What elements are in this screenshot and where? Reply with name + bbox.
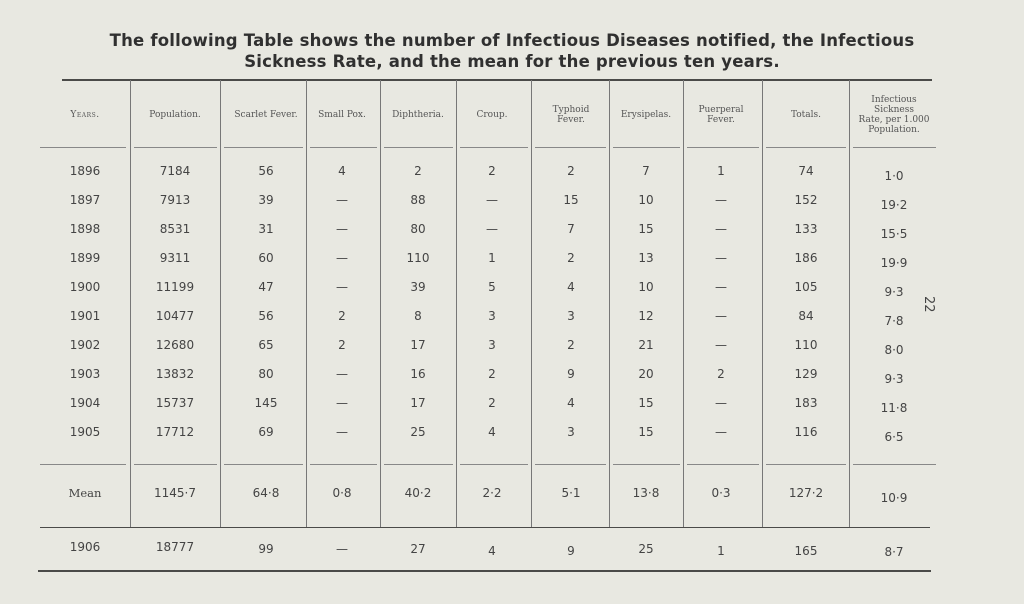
header-typhoid-fever [553, 105, 590, 125]
header-line: Croup. [476, 110, 508, 120]
cell-erysipelas: 15 [638, 425, 654, 439]
cell-diphtheria: 8 [414, 309, 422, 323]
header-underline [310, 147, 377, 148]
cell-years: 1897 [69, 193, 101, 207]
cell-diphtheria: 110 [406, 251, 430, 265]
cell-diphtheria: 17 [410, 338, 426, 352]
header-line: Puerperal [698, 105, 744, 115]
header-line: Totals. [790, 110, 822, 120]
cell-diphtheria: 80 [410, 222, 426, 236]
cell-small-pox: 2 [338, 338, 346, 352]
year1906-population: 18777 [155, 540, 195, 554]
cell-scarlet-fever: 47 [258, 280, 274, 294]
cell-scarlet-fever: 31 [258, 222, 274, 236]
cell-scarlet-fever: 80 [258, 367, 274, 381]
cell-puerperal-fever: — [715, 309, 727, 323]
cell-puerperal-fever: — [715, 251, 727, 265]
mean-totals: 127·2 [788, 486, 824, 500]
cell-years: 1896 [69, 164, 101, 178]
header-line: Diphtheria. [392, 110, 444, 120]
cell-small-pox: — [336, 251, 348, 265]
cell-croup: 2 [488, 367, 496, 381]
cell-diphtheria: 16 [410, 367, 426, 381]
column-divider [849, 80, 850, 527]
header-sickness-rate [858, 95, 929, 135]
header-underline [40, 147, 126, 148]
cell-diphtheria: 2 [414, 164, 422, 178]
header-underline [384, 147, 453, 148]
cell-totals: 183 [794, 396, 818, 410]
cell-years: 1905 [69, 425, 101, 439]
year1906-years: 1906 [69, 540, 101, 554]
mean-years: Mean [68, 486, 102, 500]
cell-sickness-rate: 11·8 [880, 401, 908, 415]
mean-population: 1145·7 [154, 486, 196, 500]
column-divider [306, 80, 307, 527]
cell-erysipelas: 13 [638, 251, 654, 265]
header-scarlet-fever [234, 110, 297, 120]
header-line: Scarlet Fever. [234, 110, 298, 120]
column-divider [531, 80, 532, 527]
mean-overline [853, 464, 936, 465]
cell-croup: — [486, 222, 498, 236]
mean-overline [613, 464, 680, 465]
mean-scarlet-fever: 64·8 [252, 486, 280, 500]
mean-overline [310, 464, 377, 465]
cell-typhoid-fever: 2 [567, 251, 575, 265]
cell-erysipelas: 15 [638, 396, 654, 410]
cell-scarlet-fever: 39 [258, 193, 274, 207]
header-diphtheria [392, 110, 444, 120]
column-divider [609, 80, 610, 527]
cell-erysipelas: 10 [638, 193, 654, 207]
column-divider [380, 80, 381, 527]
cell-years: 1904 [69, 396, 101, 410]
header-puerperal-fever [698, 105, 743, 125]
column-divider [130, 80, 131, 527]
header-line: Typhoid [552, 105, 590, 115]
header-line: Population. [149, 110, 201, 120]
cell-totals: 84 [798, 309, 814, 323]
cell-erysipelas: 20 [638, 367, 654, 381]
header-line: Infectious [871, 95, 917, 105]
cell-years: 1902 [69, 338, 101, 352]
mean-small-pox: 0·8 [332, 486, 352, 500]
cell-years: 1900 [69, 280, 101, 294]
mean-overline [40, 464, 126, 465]
table-title [0, 30, 1024, 72]
year1906-erysipelas: 25 [638, 542, 654, 556]
cell-totals: 133 [794, 222, 818, 236]
cell-puerperal-fever: — [715, 396, 727, 410]
cell-population: 7913 [159, 193, 191, 207]
cell-small-pox: — [336, 193, 348, 207]
cell-small-pox: — [336, 396, 348, 410]
header-underline [766, 147, 846, 148]
mean-overline [687, 464, 759, 465]
cell-puerperal-fever: — [715, 222, 727, 236]
mean-overline [134, 464, 217, 465]
mean-diphtheria: 40·2 [404, 486, 432, 500]
cell-erysipelas: 21 [638, 338, 654, 352]
mean-sickness-rate: 10·9 [880, 491, 908, 505]
header-erysipelas [621, 110, 671, 120]
column-divider [456, 80, 457, 527]
title-line-2: Sickness Rate, and the mean for the previous ten years. [244, 52, 780, 71]
cell-totals: 74 [798, 164, 814, 178]
top-rule [62, 79, 932, 81]
cell-totals: 152 [794, 193, 818, 207]
cell-diphtheria: 88 [410, 193, 426, 207]
cell-population: 10477 [155, 309, 195, 323]
header-population [149, 110, 200, 120]
cell-erysipelas: 10 [638, 280, 654, 294]
cell-puerperal-fever: — [715, 280, 727, 294]
mean-overline [224, 464, 303, 465]
cell-sickness-rate: 19·2 [880, 198, 908, 212]
mean-overline [460, 464, 528, 465]
column-divider [220, 80, 221, 527]
bottom-rule [38, 570, 931, 572]
cell-puerperal-fever: 1 [717, 164, 725, 178]
cell-small-pox: — [336, 222, 348, 236]
cell-scarlet-fever: 56 [258, 309, 274, 323]
cell-sickness-rate: 1·0 [884, 169, 904, 183]
cell-croup: 4 [488, 425, 496, 439]
cell-population: 8531 [159, 222, 191, 236]
column-divider [683, 80, 684, 527]
cell-totals: 129 [794, 367, 818, 381]
cell-population: 11199 [155, 280, 195, 294]
header-line: Erysipelas. [620, 110, 672, 120]
mean-croup: 2·2 [482, 486, 502, 500]
mean-overline [535, 464, 606, 465]
title-line-1: The following Table shows the number of Infectious Diseases notified, the Infectious [109, 31, 915, 50]
cell-sickness-rate: 6·5 [884, 430, 904, 444]
cell-croup: 2 [488, 396, 496, 410]
year1906-puerperal-fever: 1 [717, 544, 725, 558]
header-underline [535, 147, 606, 148]
cell-typhoid-fever: 4 [567, 396, 575, 410]
cell-population: 13832 [155, 367, 195, 381]
year1906-totals: 165 [794, 544, 818, 558]
year1906-sickness-rate: 8·7 [884, 545, 904, 559]
cell-years: 1903 [69, 367, 101, 381]
cell-erysipelas: 12 [638, 309, 654, 323]
cell-sickness-rate: 19·9 [880, 256, 908, 270]
mean-bottom-rule [40, 527, 930, 528]
cell-typhoid-fever: 9 [567, 367, 575, 381]
header-line: Fever. [707, 115, 735, 125]
header-underline [460, 147, 528, 148]
header-croup [476, 110, 507, 120]
cell-scarlet-fever: 60 [258, 251, 274, 265]
cell-croup: 1 [488, 251, 496, 265]
cell-small-pox: — [336, 367, 348, 381]
cell-totals: 186 [794, 251, 818, 265]
cell-totals: 116 [794, 425, 818, 439]
header-line: Population. [868, 125, 920, 135]
header-line: Sickness [874, 105, 914, 115]
cell-croup: 3 [488, 309, 496, 323]
year1906-small-pox: — [336, 542, 348, 556]
cell-diphtheria: 39 [410, 280, 426, 294]
cell-scarlet-fever: 69 [258, 425, 274, 439]
cell-small-pox: — [336, 425, 348, 439]
cell-scarlet-fever: 145 [254, 396, 278, 410]
cell-sickness-rate: 15·5 [880, 227, 908, 241]
header-underline [687, 147, 759, 148]
cell-typhoid-fever: 3 [567, 309, 575, 323]
header-line: Fever. [557, 115, 585, 125]
cell-totals: 110 [794, 338, 818, 352]
cell-erysipelas: 15 [638, 222, 654, 236]
mean-overline [384, 464, 453, 465]
year1906-scarlet-fever: 99 [258, 542, 274, 556]
header-underline [134, 147, 217, 148]
cell-typhoid-fever: 2 [567, 338, 575, 352]
cell-diphtheria: 17 [410, 396, 426, 410]
cell-typhoid-fever: 3 [567, 425, 575, 439]
cell-croup: — [486, 193, 498, 207]
cell-croup: 2 [488, 164, 496, 178]
year1906-diphtheria: 27 [410, 542, 426, 556]
header-line: Years. [70, 110, 100, 120]
cell-sickness-rate: 7·8 [884, 314, 904, 328]
cell-small-pox: 2 [338, 309, 346, 323]
header-underline [853, 147, 936, 148]
header-underline [613, 147, 680, 148]
cell-typhoid-fever: 2 [567, 164, 575, 178]
header-small-pox [318, 110, 366, 120]
cell-population: 17712 [155, 425, 195, 439]
cell-erysipelas: 7 [642, 164, 650, 178]
cell-small-pox: — [336, 280, 348, 294]
cell-puerperal-fever: — [715, 425, 727, 439]
header-line: Small Pox. [318, 110, 366, 120]
cell-diphtheria: 25 [410, 425, 426, 439]
cell-sickness-rate: 9·3 [884, 285, 904, 299]
cell-puerperal-fever: — [715, 193, 727, 207]
cell-years: 1899 [69, 251, 101, 265]
mean-overline [766, 464, 846, 465]
cell-typhoid-fever: 4 [567, 280, 575, 294]
header-totals [791, 110, 821, 120]
cell-years: 1901 [69, 309, 101, 323]
cell-croup: 5 [488, 280, 496, 294]
mean-puerperal-fever: 0·3 [711, 486, 731, 500]
cell-scarlet-fever: 56 [258, 164, 274, 178]
column-divider [762, 80, 763, 527]
cell-croup: 3 [488, 338, 496, 352]
cell-typhoid-fever: 7 [567, 222, 575, 236]
cell-population: 7184 [159, 164, 191, 178]
cell-puerperal-fever: — [715, 338, 727, 352]
mean-erysipelas: 13·8 [632, 486, 660, 500]
cell-sickness-rate: 9·3 [884, 372, 904, 386]
mean-typhoid-fever: 5·1 [561, 486, 581, 500]
cell-population: 15737 [155, 396, 195, 410]
cell-typhoid-fever: 15 [563, 193, 579, 207]
year1906-croup: 4 [488, 544, 496, 558]
cell-sickness-rate: 8·0 [884, 343, 904, 357]
cell-small-pox: 4 [338, 164, 346, 178]
year1906-typhoid-fever: 9 [567, 544, 575, 558]
cell-population: 12680 [155, 338, 195, 352]
header-years [70, 110, 99, 120]
cell-years: 1898 [69, 222, 101, 236]
cell-puerperal-fever: 2 [717, 367, 725, 381]
cell-scarlet-fever: 65 [258, 338, 274, 352]
cell-totals: 105 [794, 280, 818, 294]
header-line: Rate, per 1.000 [858, 115, 930, 125]
cell-population: 9311 [159, 251, 191, 265]
header-underline [224, 147, 303, 148]
page-number: 22 [921, 296, 936, 313]
